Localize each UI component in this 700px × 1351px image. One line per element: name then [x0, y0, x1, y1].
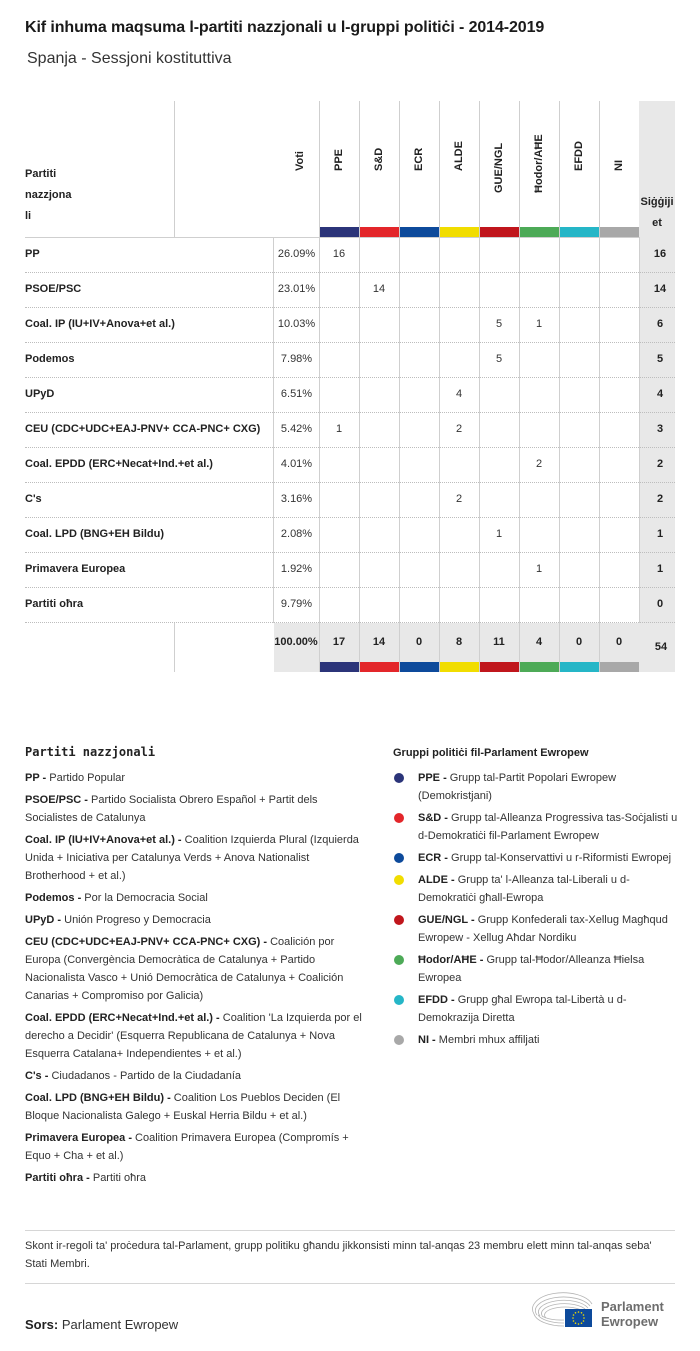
- group-color-dot-icon: [394, 955, 404, 965]
- legend-group-item: ECR - Grupp tal-Konservattivi u r-Riformisti Ewropej: [393, 849, 683, 867]
- column-header-votes: Voti: [294, 151, 306, 171]
- legend-parties-list: [25, 769, 370, 1191]
- row-party-name: Coal. LPD (BNG+EH Bildu): [25, 528, 165, 540]
- legend-party-item: Coal. LPD (BNG+EH Bildu) - Coalition Los Pueblos Deciden (El Bloque Nacionalista Galego + Euskal Herria Bildu + et al.): [25, 1092, 341, 1122]
- column-header-party: Partiti nazzjona li: [25, 168, 72, 222]
- row-votes: 4.01%: [280, 458, 313, 470]
- legend-party-item: Coal. EPDD (ERC+Necat+Ind.+et al.) - Coalition 'La Izquierda por el derecho a Decidir' (Esquerra Republicana de Catalunya + Nova Esquerra Catalana+ Independientes + et al.): [25, 1012, 362, 1060]
- group-color-bar: [360, 227, 399, 237]
- row-total-seats: 6: [656, 318, 664, 330]
- legend-party-item: UPyD - Unión Progreso y Democracia: [25, 914, 211, 926]
- row-divider: [25, 482, 675, 483]
- row-total-seats: 5: [656, 353, 664, 365]
- group-color-bar: [520, 662, 559, 672]
- row-party-name: PP: [25, 248, 40, 260]
- row-votes: 10.03%: [277, 318, 316, 330]
- column-header-group: PPE: [333, 148, 345, 171]
- row-divider: [25, 517, 675, 518]
- row-votes: 5.42%: [280, 423, 313, 435]
- legend-party-item: CEU (CDC+UDC+EAJ-PNV+ CCA-PNC+ CXG) - Coalición por Europa (Convergència Democràtica de Catalunya + Partido Nacionalista Vasco + Unió Democràtica de Catalunya + Coalición Canarias + Compromiso por Galicia): [25, 936, 344, 1002]
- row-divider: [25, 377, 675, 378]
- row-party-name: Podemos: [25, 353, 75, 365]
- row-party-name: C's: [25, 493, 42, 505]
- group-color-bar: [560, 227, 599, 237]
- row-divider: [25, 587, 675, 588]
- row-divider: [25, 552, 675, 553]
- row-group-seats: 2: [455, 493, 463, 505]
- total-group-seats: 11: [493, 636, 505, 648]
- legend-parties-title: Partiti nazzjonali: [25, 745, 156, 759]
- row-divider: [25, 622, 675, 623]
- legend-party-item: Primavera Europea - Coalition Primavera Europea (Compromís + Equo + Cha + et al.): [25, 1132, 349, 1162]
- chart-subtitle: Spanja - Sessjoni kostituttiva: [27, 50, 232, 67]
- row-party-name: UPyD: [25, 388, 55, 400]
- column-header-group: EFDD: [573, 141, 585, 171]
- source: Sors: Parlament Ewropew: [25, 1317, 179, 1332]
- group-color-dot-icon: [394, 995, 404, 1005]
- total-group-seats: 17: [332, 636, 346, 648]
- group-color-bar: [600, 662, 639, 672]
- legend-party-item: PSOE/PSC - Partido Socialista Obrero Español + Partit dels Socialistes de Catalunya: [25, 794, 318, 824]
- column-header-group: S&D: [373, 147, 385, 171]
- legend-groups-title: Gruppi politiċi fil-Parlament Ewropew: [393, 747, 589, 759]
- total-group-seats: 0: [575, 636, 583, 648]
- row-votes: 26.09%: [277, 248, 316, 260]
- row-party-name: Coal. IP (IU+IV+Anova+et al.): [25, 318, 175, 330]
- row-group-seats: 4: [455, 388, 463, 400]
- legend-party-item: Coal. IP (IU+IV+Anova+et al.) - Coalition Izquierda Plural (Izquierda Unida + Iniciativa per Catalunya Verds + Anova Nationalist Brotherhood + et al.): [25, 834, 359, 882]
- group-color-bar: [480, 662, 519, 672]
- row-group-seats: 1: [535, 563, 543, 575]
- column-header-group: Ħodor/AĦE: [533, 134, 545, 193]
- row-total-seats: 1: [656, 528, 664, 540]
- row-divider: [25, 447, 675, 448]
- row-group-seats: 1: [335, 423, 343, 435]
- legend-group-item: GUE/NGL - Grupp Konfederali tax-Xellug Magħqud Ewropew - Xellug Aħdar Nordiku: [393, 911, 683, 947]
- group-color-bar: [440, 662, 479, 672]
- row-group-seats: 5: [495, 353, 503, 365]
- row-group-seats: 1: [535, 318, 543, 330]
- row-party-name: PSOE/PSC: [25, 283, 82, 295]
- group-color-dot-icon: [394, 915, 404, 925]
- row-total-seats: 14: [653, 283, 667, 295]
- row-votes: 9.79%: [280, 598, 313, 610]
- divider: [25, 1283, 675, 1284]
- row-votes: 7.98%: [280, 353, 313, 365]
- row-party-name: CEU (CDC+UDC+EAJ-PNV+ CCA-PNC+ CXG): [25, 423, 261, 435]
- row-votes: 3.16%: [280, 493, 313, 505]
- group-color-bar: [480, 227, 519, 237]
- row-party-name: Partiti oħra: [25, 598, 84, 610]
- column-header-group: NI: [613, 160, 625, 171]
- group-color-bar: [400, 662, 439, 672]
- header-divider: [174, 101, 175, 237]
- group-color-bar: [400, 227, 439, 237]
- row-group-seats: 14: [372, 283, 386, 295]
- row-total-seats: 4: [656, 388, 664, 400]
- row-divider: [25, 272, 675, 273]
- header-divider: [174, 623, 175, 672]
- legend-party-item: Partiti oħra - Partiti oħra: [25, 1172, 147, 1184]
- group-color-dot-icon: [394, 773, 404, 783]
- total-votes: 100.00%: [274, 636, 318, 648]
- row-votes: 6.51%: [280, 388, 313, 400]
- row-group-seats: 2: [455, 423, 463, 435]
- total-group-seats: 8: [455, 636, 463, 648]
- total-group-seats: 0: [615, 636, 623, 648]
- group-color-dot-icon: [394, 853, 404, 863]
- row-divider: [25, 307, 675, 308]
- row-total-seats: 1: [656, 563, 664, 575]
- group-color-bar: [520, 227, 559, 237]
- legend-group-item: Ħodor/AĦE - Grupp tal-Ħodor/Alleanza Ħielsa Ewropea: [393, 951, 683, 987]
- legend-group-item: S&D - Grupp tal-Alleanza Progressiva tas-Soċjalisti u d-Demokratiċi fil-Parlament Ewropew: [393, 809, 683, 845]
- legend-group-item: NI - Membri mhux affiljati: [393, 1031, 683, 1049]
- row-divider: [25, 342, 675, 343]
- row-total-seats: 2: [656, 458, 664, 470]
- group-color-bar: [440, 227, 479, 237]
- chart-title: Kif inhuma maqsuma l-partiti nazzjonali u l-gruppi politiċi - 2014-2019: [25, 19, 545, 36]
- column-header-group: GUE/NGL: [493, 142, 505, 193]
- column-header-seats: Siġġiji et: [640, 196, 674, 229]
- row-divider: [25, 412, 675, 413]
- row-group-seats: 5: [495, 318, 503, 330]
- row-votes: 2.08%: [280, 528, 313, 540]
- row-party-name: Primavera Europea: [25, 563, 126, 575]
- group-color-dot-icon: [394, 875, 404, 885]
- legend-party-item: C's - Ciudadanos - Partido de la Ciudadanía: [25, 1070, 242, 1082]
- footnote: Skont ir-regoli ta' proċedura tal-Parlament, grupp politiku għandu jikkonsisti minn tal-anqas 23 membru elett minn tal-anqas seba' Stati Membri.: [25, 1240, 652, 1270]
- row-party-name: Coal. EPDD (ERC+Necat+Ind.+et al.): [25, 458, 213, 470]
- total-group-seats: 14: [372, 636, 386, 648]
- column-header-group: ALDE: [453, 141, 465, 171]
- row-total-seats: 3: [656, 423, 664, 435]
- group-color-bar: [360, 662, 399, 672]
- group-color-dot-icon: [394, 813, 404, 823]
- group-color-bar: [320, 662, 359, 672]
- row-total-seats: 2: [656, 493, 664, 505]
- row-votes: 23.01%: [277, 283, 316, 295]
- legend-party-item: PP - Partido Popular: [25, 772, 126, 784]
- group-color-dot-icon: [394, 1035, 404, 1045]
- legend-party-item: Podemos - Por la Democracia Social: [25, 892, 208, 904]
- row-group-seats: 2: [535, 458, 543, 470]
- row-total-seats: 0: [656, 598, 664, 610]
- legend-group-item: PPE - Grupp tal-Partit Popolari Ewropew (Demokristjani): [393, 769, 683, 805]
- row-total-seats: 16: [653, 248, 667, 260]
- divider: [25, 1230, 675, 1231]
- legend-group-item: EFDD - Grupp għal Ewropa tal-Libertà u d-Demokrazija Diretta: [393, 991, 683, 1027]
- group-color-bar: [320, 227, 359, 237]
- header-bottom-line: [25, 237, 639, 238]
- legend-groups-list: [393, 769, 683, 1053]
- group-color-bar: [600, 227, 639, 237]
- row-votes: 1.92%: [280, 563, 313, 575]
- total-group-seats: 4: [535, 636, 543, 648]
- row-group-seats: 16: [332, 248, 346, 260]
- total-group-seats: 0: [415, 636, 423, 648]
- legend-group-item: ALDE - Grupp ta' l-Alleanza tal-Liberali u d-Demokratiċi għall-Ewropa: [393, 871, 683, 907]
- group-color-bar: [560, 662, 599, 672]
- column-header-group: ECR: [413, 147, 425, 171]
- logo-text: Parlament Ewropew: [601, 1299, 664, 1329]
- total-seats: 54: [654, 641, 668, 653]
- row-group-seats: 1: [495, 528, 503, 540]
